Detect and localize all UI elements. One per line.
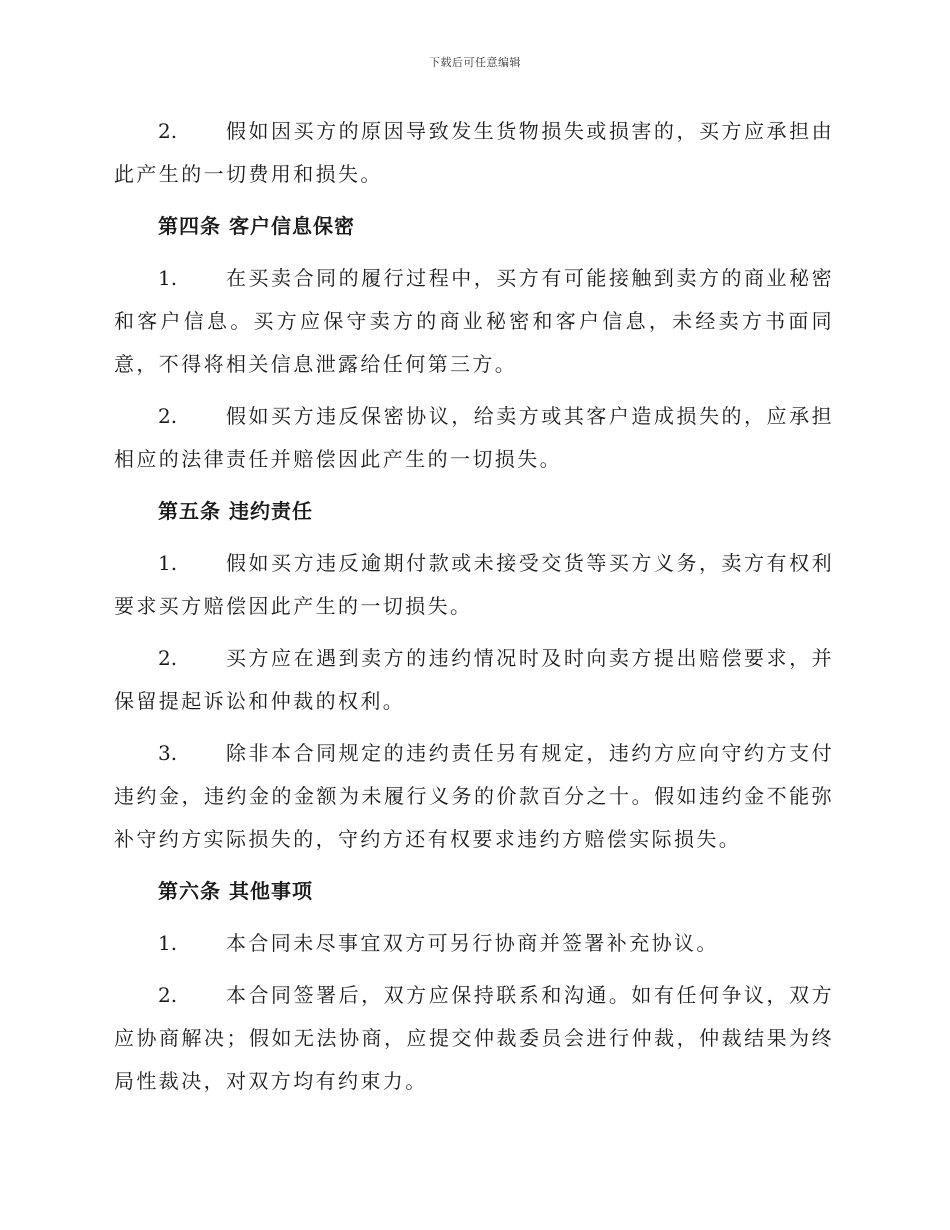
clause-number: 3. bbox=[158, 741, 178, 765]
clause-text: 在买卖合同的履行过程中，买方有可能接触到卖方的商业秘密和客户信息。买方应保守卖方的商业秘密和客户信息，未经卖方书面同意，不得将相关信息泄露给任何第三方。 bbox=[114, 266, 834, 376]
section-heading: 第四条 客户信息保密 bbox=[158, 214, 355, 238]
clause-number: 1. bbox=[158, 931, 178, 955]
clause-number: 1. bbox=[158, 266, 178, 290]
clause-paragraph bbox=[114, 395, 834, 481]
clause-paragraph bbox=[114, 257, 834, 386]
clause-text: 本合同未尽事宜双方可另行协商并签署补充协议。 bbox=[226, 931, 719, 955]
clause-paragraph bbox=[114, 110, 834, 196]
clause-text: 本合同签署后，双方应保持联系和沟通。如有任何争议，双方应协商解决；假如无法协商，应提交仲裁委员会进行仲裁，仲裁结果为终局性裁决，对双方均有约束力。 bbox=[114, 983, 834, 1093]
clause-number: 2. bbox=[158, 119, 178, 143]
clause-text: 买方应在遇到卖方的违约情况时及时向卖方提出赔偿要求，并保留提起诉讼和仲裁的权利。 bbox=[114, 646, 834, 713]
clause-number: 2. bbox=[158, 404, 178, 428]
clause-number: 2. bbox=[158, 646, 178, 670]
clause-paragraph bbox=[114, 542, 834, 628]
document-body bbox=[114, 110, 834, 1112]
clause-text: 假如买方违反保密协议，给卖方或其客户造成损失的，应承担相应的法律责任并赔偿因此产生的一切损失。 bbox=[114, 404, 834, 471]
section-heading: 第六条 其他事项 bbox=[158, 879, 313, 903]
clause-paragraph bbox=[114, 637, 834, 723]
clause-paragraph bbox=[114, 974, 834, 1103]
clause-text: 假如买方违反逾期付款或未接受交货等买方义务，卖方有权利要求买方赔偿因此产生的一切损失。 bbox=[114, 551, 834, 618]
clause-number: 2. bbox=[158, 983, 178, 1007]
clause-paragraph bbox=[114, 732, 834, 861]
clause-text: 假如因买方的原因导致发生货物损失或损害的，买方应承担由此产生的一切费用和损失。 bbox=[114, 119, 834, 186]
clause-text: 除非本合同规定的违约责任另有规定，违约方应向守约方支付违约金，违约金的金额为未履行义务的价款百分之十。假如违约金不能弥补守约方实际损失的，守约方还有权要求违约方赔偿实际损失。 bbox=[114, 741, 834, 851]
section-heading: 第五条 违约责任 bbox=[158, 499, 313, 523]
clause-number: 1. bbox=[158, 551, 178, 575]
page-header: 下载后可任意编辑 bbox=[429, 56, 521, 69]
clause-paragraph bbox=[114, 922, 834, 965]
